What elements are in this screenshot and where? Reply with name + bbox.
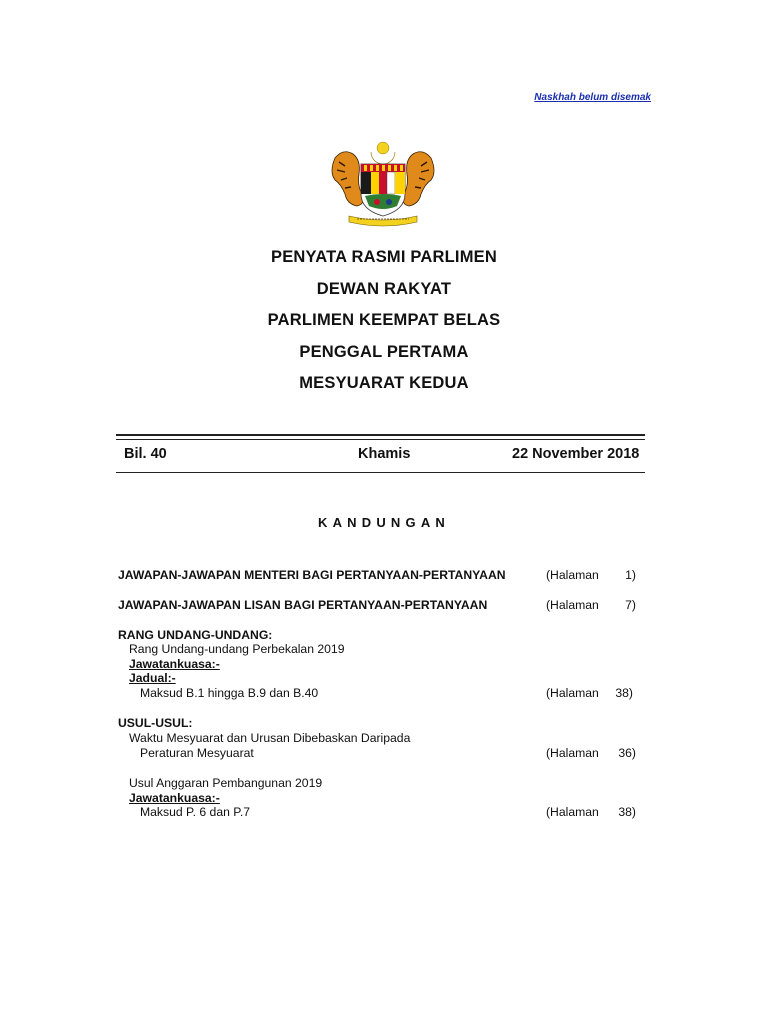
title-line-1: PENYATA RASMI PARLIMEN <box>271 248 497 266</box>
committee-label: Jawatankuasa:- <box>129 657 220 671</box>
day-label: Khamis <box>358 446 411 462</box>
title-line-2: DEWAN RAKYAT <box>316 279 452 298</box>
page-number: 38) <box>618 805 636 819</box>
page-number: 38) <box>615 686 633 700</box>
motions-heading: USUL-USUL: <box>118 716 193 730</box>
divider-bottom <box>116 472 645 473</box>
bills-heading: RANG UNDANG-UNDANG: <box>118 628 273 642</box>
schedule-label: Jadual:- <box>129 671 176 685</box>
issue-number: Bil. 40 <box>124 446 167 462</box>
draft-notice: Naskhah belum disemak <box>534 92 651 103</box>
page-number: 36) <box>618 746 636 760</box>
document-titles <box>0 246 768 404</box>
page-number: 1) <box>625 568 636 582</box>
title-line-3: PARLIMEN KEEMPAT BELAS <box>267 311 501 329</box>
page-ref-label: (Halaman <box>546 598 599 612</box>
motion-1-line-2: Peraturan Mesyuarat <box>140 746 254 760</box>
page-ref-label: (Halaman <box>546 746 599 760</box>
page-number: 7) <box>625 598 636 612</box>
bill-title: Rang Undang-undang Perbekalan 2019 <box>129 642 345 656</box>
page-ref-label: (Halaman <box>546 568 599 582</box>
heads-range: Maksud P. 6 dan P.7 <box>140 805 250 819</box>
title-line-5: MESYUARAT KEDUA <box>299 374 469 392</box>
divider-thick <box>116 434 645 436</box>
contents-heading: KANDUNGAN <box>317 515 451 530</box>
divider-thin <box>116 439 645 440</box>
page-ref-label: (Halaman <box>546 686 599 700</box>
contents-item-ministers-answers: JAWAPAN-JAWAPAN MENTERI BAGI PERTANYAAN-PERTANYAAN <box>118 568 506 582</box>
committee-label: Jawatankuasa:- <box>129 791 220 805</box>
contents-item-oral-answers: JAWAPAN-JAWAPAN LISAN BAGI PERTANYAAN-PERTANYAAN <box>118 598 488 612</box>
motion-2-title: Usul Anggaran Pembangunan 2019 <box>129 776 323 790</box>
heads-range: Maksud B.1 hingga B.9 dan B.40 <box>140 686 319 700</box>
title-line-4: PENGGAL PERTAMA <box>299 342 469 361</box>
coat-of-arms-emblem <box>327 138 439 230</box>
date-label: 22 November 2018 <box>512 446 640 462</box>
motion-1-line-1: Waktu Mesyuarat dan Urusan Dibebaskan Daripada <box>129 731 411 745</box>
page-ref-label: (Halaman <box>546 805 599 819</box>
